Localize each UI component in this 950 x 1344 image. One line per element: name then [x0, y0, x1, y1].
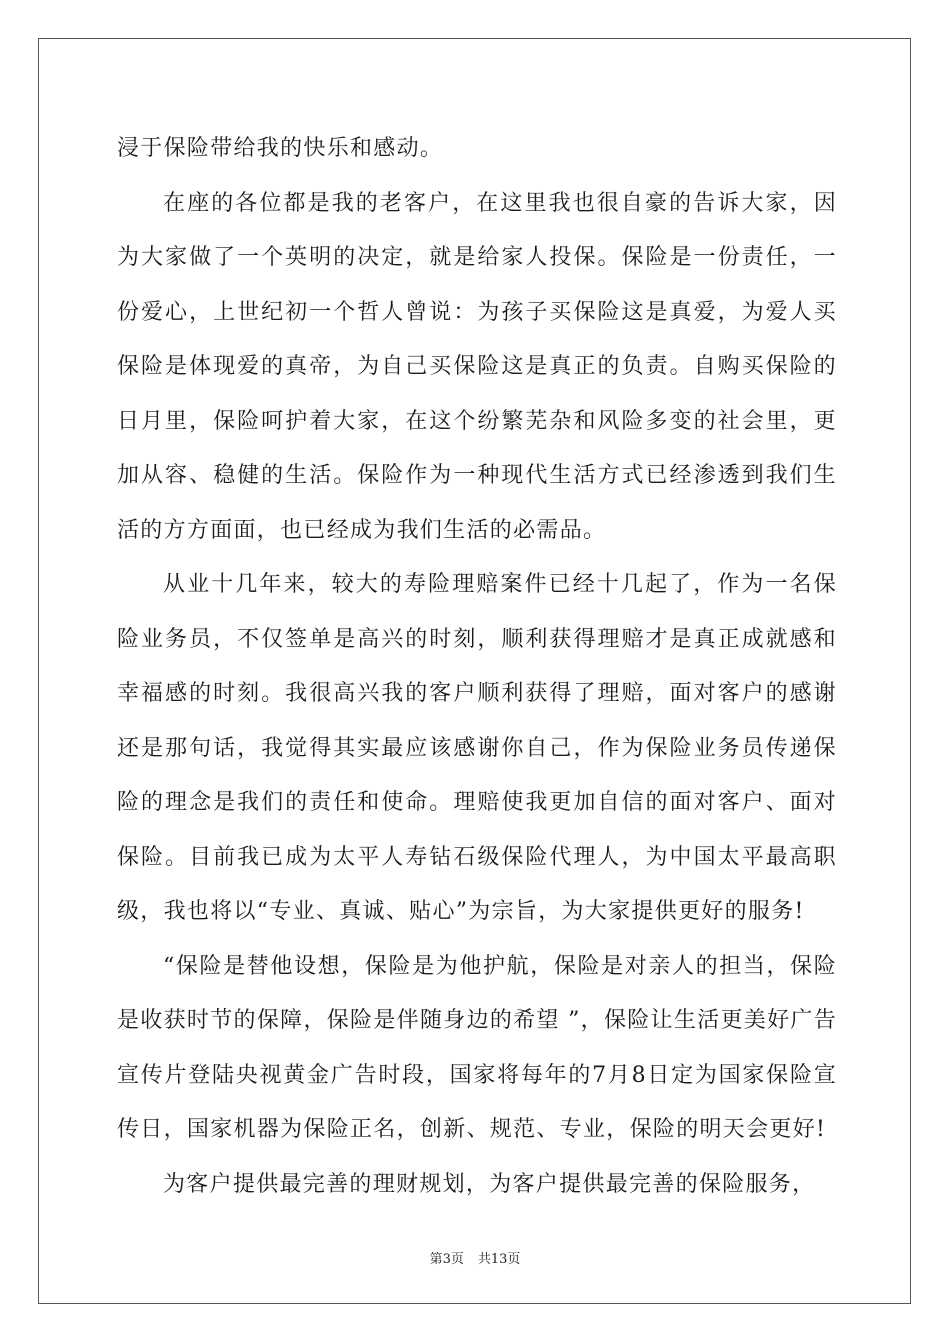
- paragraph-4: “保险是替他设想，保险是为他护航，保险是对亲人的担当，保险是收获时节的保障，保险是伴随身边的希望 ”，保险让生活更美好广告宣传片登陆央视黄金广告时段，国家将每年的7月8日定为国家保险宣传日，国家机器为保险正名，创新、规范、专业，保险的明天会更好!: [117, 953, 837, 1142]
- paragraph-3: 从业十几年来，较大的寿险理赔案件已经十几起了，作为一名保险业务员，不仅签单是高兴的时刻，顺利获得理赔才是真正成就感和幸福感的时刻。我很高兴我的客户顺利获得了理赔，面对客户的感谢还是那句话，我觉得其实最应该感谢你自己，作为保险业务员传递保险的理念是我们的责任和使命。理赔使我更加自信的面对客户、面对保险。目前我已成为太平人寿钻石级保险代理人，为中国太平最高职级，我也将以“专业、真诚、贴心”为宗旨，为大家提供更好的服务!: [117, 572, 837, 924]
- document-body: [117, 122, 837, 1212]
- paragraph-5: 为客户提供最完善的理财规划，为客户提供最完善的保险服务，: [163, 1171, 816, 1197]
- page-footer: [0, 1248, 950, 1267]
- paragraph-2: 在座的各位都是我的老客户，在这里我也很自豪的告诉大家，因为大家做了一个英明的决定，就是给家人投保。保险是一份责任，一份爱心，上世纪初一个哲人曾说：为孩子买保险这是真爱，为爱人买保险是体现爱的真帝，为自己买保险这是真正的负责。自购买保险的日月里，保险呵护着大家，在这个纷繁芜杂和风险多变的社会里，更加从容、稳健的生活。保险作为一种现代生活方式已经渗透到我们生活的方方面面，也已经成为我们生活的必需品。: [117, 190, 837, 543]
- paragraph-1: 浸于保险带给我的快乐和感动。: [117, 136, 444, 161]
- page-number: 第3页: [429, 1252, 464, 1267]
- page-total: 共13页: [477, 1252, 521, 1267]
